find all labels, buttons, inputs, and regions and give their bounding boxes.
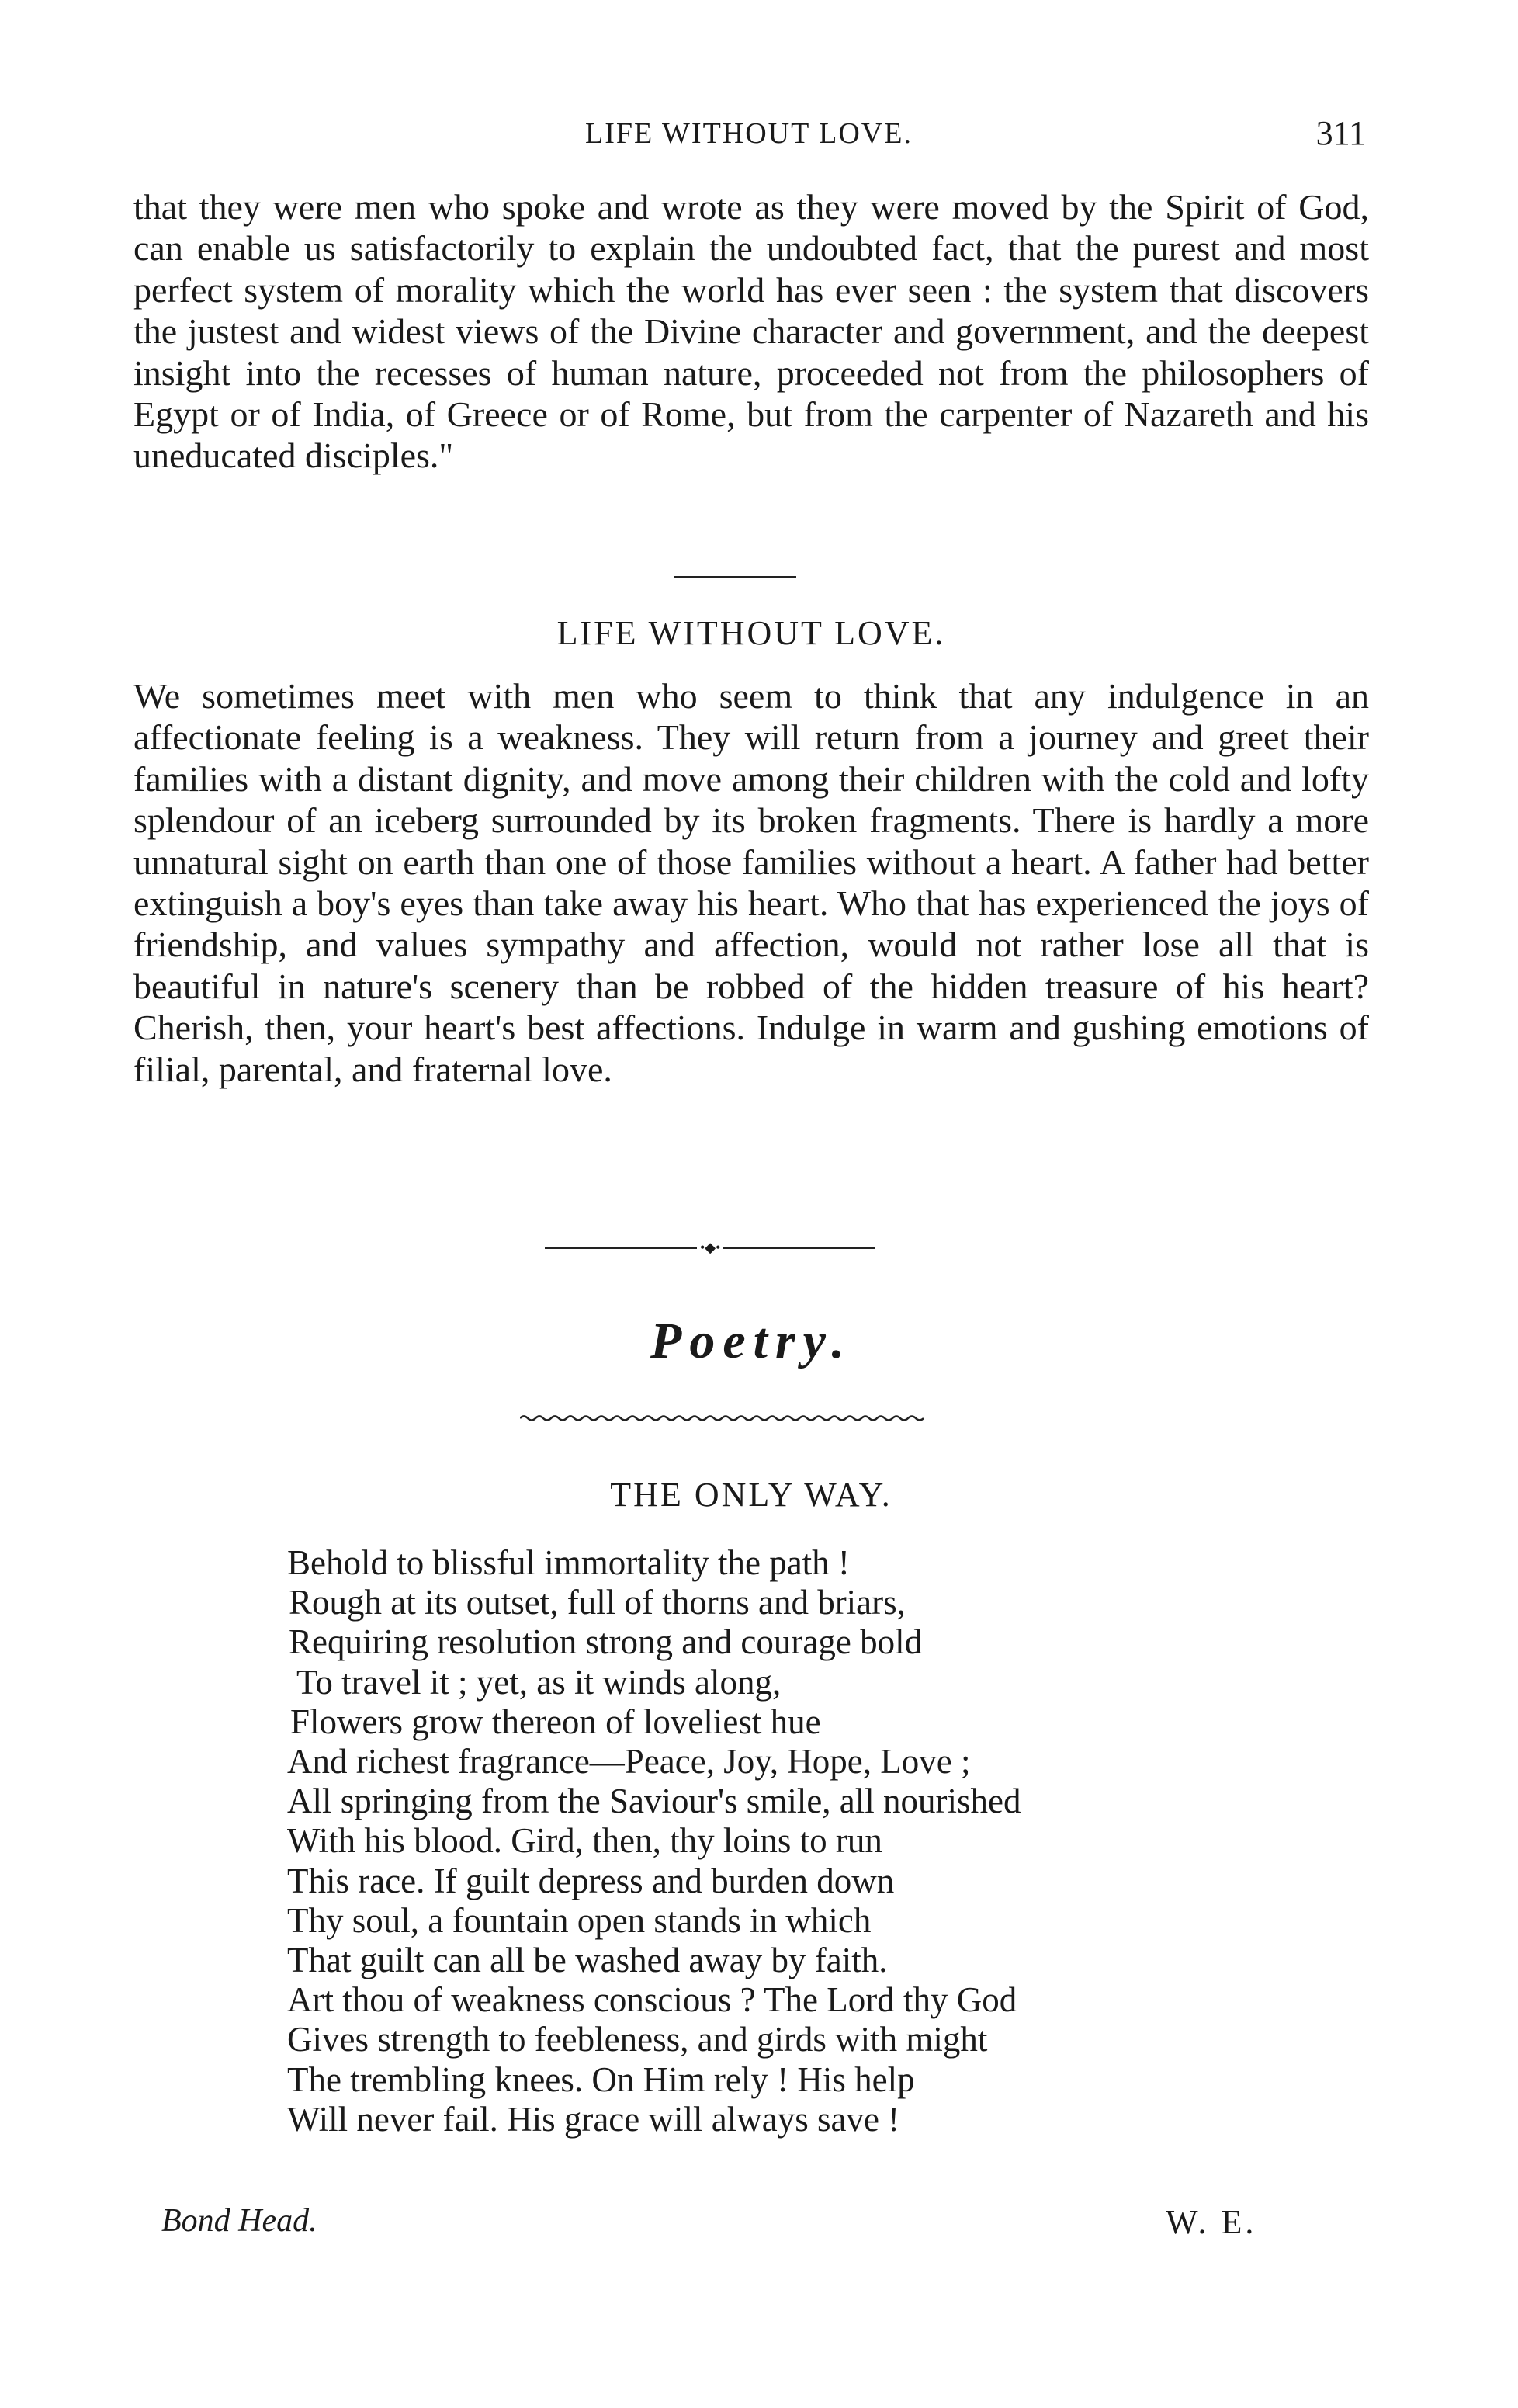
poem-line: Gives strength to feebleness, and girds with might [287,2020,988,2059]
ornament-dot-icon: •◆• [700,1240,721,1255]
poem-line: Behold to blissful immortality the path ! [287,1543,850,1582]
poem-line: With his blood. Gird, then, thy loins to run [287,1821,882,1861]
poem-title: THE ONLY WAY. [610,1476,892,1514]
poem-line: The trembling knees. On Him rely ! His help [287,2059,915,2099]
article-paragraph: We sometimes meet with men who seem to think that any indulgence in an affectionate feeling is a weakness. They will return from a journey and greet their families with a distant dignity, and move among their children with the cold and lofty splendour of an iceberg surrounded by its broken fragments. There is hardly a more unnatural sight on earth than one of those families without a heart. A father had better extinguish a boy's eyes than take away his heart. Who that has experienced the joys of friendship, and values sympathy and affection, would not rather lose all that is beautiful in nature's scenery than be robbed of the hidden treasure of his heart? Cherish, then, your heart's best affections. Indulge in warm and gushing emotions of filial, parental, and fraternal love. [133,676,1369,1089]
ornamental-rule-right-line [723,1247,875,1249]
section-title: Poetry. [650,1313,852,1369]
ornamental-rule-left-line [545,1247,697,1249]
ornamental-rule [545,1240,875,1254]
page-number: 311 [1315,114,1366,152]
poem-place: Bond Head. [161,2203,317,2239]
preceding-paragraph-block [133,186,1369,477]
poem-line: This race. If guilt depress and burden down [287,1861,895,1900]
poem-line: That guilt can all be washed away by faith. [287,1941,888,1980]
article-title: LIFE WITHOUT LOVE. [556,614,946,652]
wavy-rule [520,1413,924,1424]
poem-line: Requiring resolution strong and courage bold [289,1622,923,1662]
poem-line: All springing from the Saviour's smile, all nourished [287,1782,1021,1821]
poem-line: Will never fail. His grace will always save ! [287,2099,900,2139]
poem-author: W. E. [1166,2203,1257,2241]
poem-line: Rough at its outset, full of thorns and briars, [289,1583,906,1622]
running-title: LIFE WITHOUT LOVE. [585,117,913,150]
short-rule [674,576,796,578]
poem-line: Thy soul, a fountain open stands in which [287,1900,872,1940]
poem-line: To travel it ; yet, as it winds along, [296,1662,782,1702]
poem-line: And richest fragrance—Peace, Joy, Hope, Love ; [287,1742,971,1782]
poem-body [287,1543,1021,2139]
preceding-paragraph: that they were men who spoke and wrote as they were moved by the Spirit of God, can enable us satisfactorily to explain the undoubted fact, that the purest and most perfect system of morality which the world has ever seen : the system that discovers the justest and widest views of the Divine character and government, and the deepest insight into the recesses of human nature, proceeded not from the philosophers of Egypt or of India, of Greece or of Rome, but from the carpenter of Nazareth and his uneducated disciples." [133,187,1369,476]
running-head [132,116,1366,163]
poem-line: Flowers grow thereon of loveliest hue [290,1702,821,1741]
article-body [133,675,1369,1090]
poem-line: Art thou of weakness conscious ? The Lord thy God [287,1980,1017,2020]
